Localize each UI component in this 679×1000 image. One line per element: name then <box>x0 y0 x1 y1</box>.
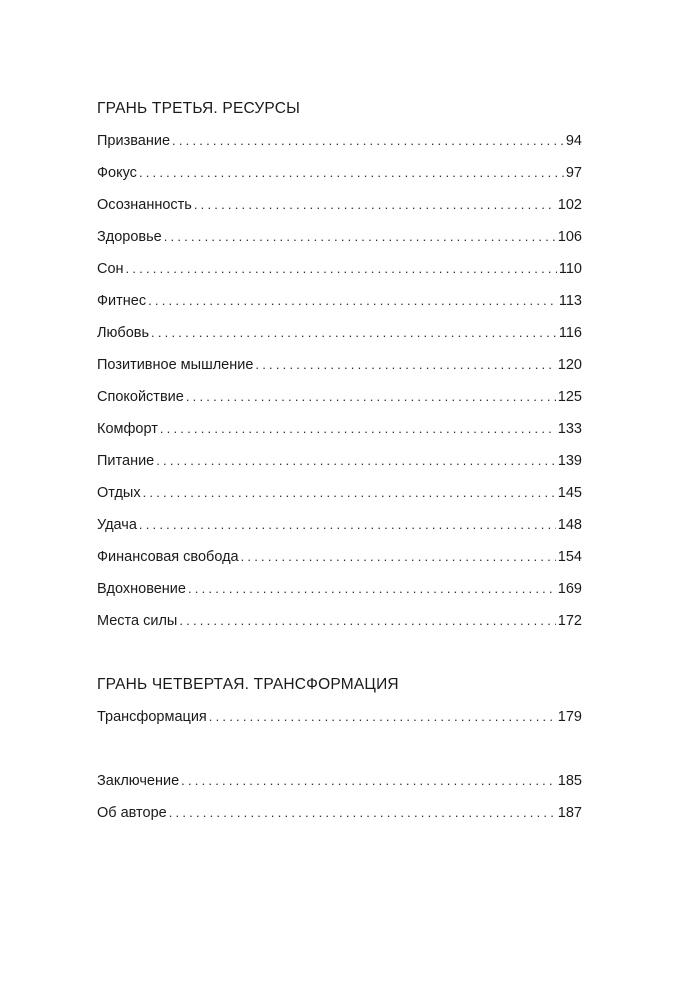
dot-leader <box>194 195 556 215</box>
toc-entry-label: Сон <box>97 261 124 277</box>
dot-leader <box>148 291 557 311</box>
dot-leader <box>255 355 555 375</box>
toc-entry-label: Здоровье <box>97 229 162 245</box>
toc-entry-label: Комфорт <box>97 421 158 437</box>
dot-leader <box>151 323 557 343</box>
toc-section-part-three <box>97 99 582 643</box>
dot-leader <box>143 483 556 503</box>
toc-entry[interactable] <box>97 387 582 419</box>
toc-entry-label: Места силы <box>97 613 178 629</box>
toc-entry-page-number: 102 <box>557 197 582 213</box>
toc-list <box>97 771 582 835</box>
dot-leader <box>241 547 556 567</box>
toc-entry-page-number: 185 <box>557 773 582 789</box>
dot-leader <box>181 771 556 791</box>
toc-entry-page-number: 94 <box>565 133 582 149</box>
toc-entry[interactable] <box>97 707 582 739</box>
toc-entry-label: Трансформация <box>97 709 207 725</box>
toc-entry[interactable] <box>97 547 582 579</box>
toc-entry[interactable] <box>97 195 582 227</box>
toc-entry-page-number: 133 <box>557 421 582 437</box>
toc-entry-page-number: 139 <box>557 453 582 469</box>
toc-entry-label: Призвание <box>97 133 171 149</box>
toc-entry-label: Спокойствие <box>97 389 184 405</box>
toc-entry-page-number: 110 <box>558 261 582 277</box>
toc-entry-label: Об авторе <box>97 805 167 821</box>
toc-entry-page-number: 187 <box>557 805 582 821</box>
dot-leader <box>139 163 564 183</box>
toc-entry[interactable] <box>97 483 582 515</box>
toc-entry-page-number: 125 <box>557 389 582 405</box>
toc-entry-label: Удача <box>97 517 137 533</box>
toc-entry-page-number: 154 <box>557 549 582 565</box>
toc-entry-label: Вдохновение <box>97 581 186 597</box>
toc-entry[interactable] <box>97 163 582 195</box>
toc-back-matter <box>97 771 582 835</box>
toc-entry[interactable] <box>97 355 582 387</box>
toc-entry-page-number: 148 <box>557 517 582 533</box>
toc-entry-label: Фокус <box>97 165 137 181</box>
section-title: ГРАНЬ ЧЕТВЕРТАЯ. ТРАНСФОРМАЦИЯ <box>97 676 399 693</box>
toc-entry[interactable] <box>97 259 582 291</box>
toc-entry-label: Финансовая свобода <box>97 549 239 565</box>
toc-entry-page-number: 169 <box>557 581 582 597</box>
toc-entry-page-number: 97 <box>565 165 582 181</box>
section-title: ГРАНЬ ТРЕТЬЯ. РЕСУРСЫ <box>97 100 301 117</box>
dot-leader <box>126 259 557 279</box>
toc-entry-label: Фитнес <box>97 293 147 309</box>
dot-leader <box>160 419 556 439</box>
toc-entry[interactable] <box>97 323 582 355</box>
toc-entry-page-number: 145 <box>557 485 582 501</box>
toc-entry[interactable] <box>97 227 582 259</box>
dot-leader <box>188 579 556 599</box>
toc-list <box>97 707 582 739</box>
toc-entry-label: Питание <box>97 453 155 469</box>
dot-leader <box>179 611 555 631</box>
dot-leader <box>139 515 556 535</box>
toc-entry[interactable] <box>97 803 582 835</box>
toc-entry-label: Позитивное мышление <box>97 357 254 373</box>
toc-entry-page-number: 116 <box>558 325 582 341</box>
toc-entry[interactable] <box>97 515 582 547</box>
toc-entry-label: Отдых <box>97 485 141 501</box>
toc-entry[interactable] <box>97 579 582 611</box>
toc-entry[interactable] <box>97 451 582 483</box>
toc-entry-label: Любовь <box>97 325 150 341</box>
dot-leader <box>169 803 556 823</box>
toc-entry-page-number: 106 <box>557 229 582 245</box>
toc-entry[interactable] <box>97 419 582 451</box>
dot-leader <box>164 227 556 247</box>
toc-entry[interactable] <box>97 771 582 803</box>
dot-leader <box>172 131 564 151</box>
toc-entry[interactable] <box>97 611 582 643</box>
toc-list <box>97 131 582 643</box>
toc-entry-page-number: 113 <box>558 293 582 309</box>
toc-entry-label: Заключение <box>97 773 180 789</box>
toc-entry-page-number: 172 <box>557 613 582 629</box>
toc-entry[interactable] <box>97 291 582 323</box>
dot-leader <box>209 707 556 727</box>
toc-entry-page-number: 120 <box>557 357 582 373</box>
dot-leader <box>186 387 556 407</box>
toc-entry-label: Осознанность <box>97 197 192 213</box>
toc-entry[interactable] <box>97 131 582 163</box>
toc-entry-page-number: 179 <box>557 709 582 725</box>
dot-leader <box>156 451 556 471</box>
toc-section-part-four <box>97 675 582 739</box>
